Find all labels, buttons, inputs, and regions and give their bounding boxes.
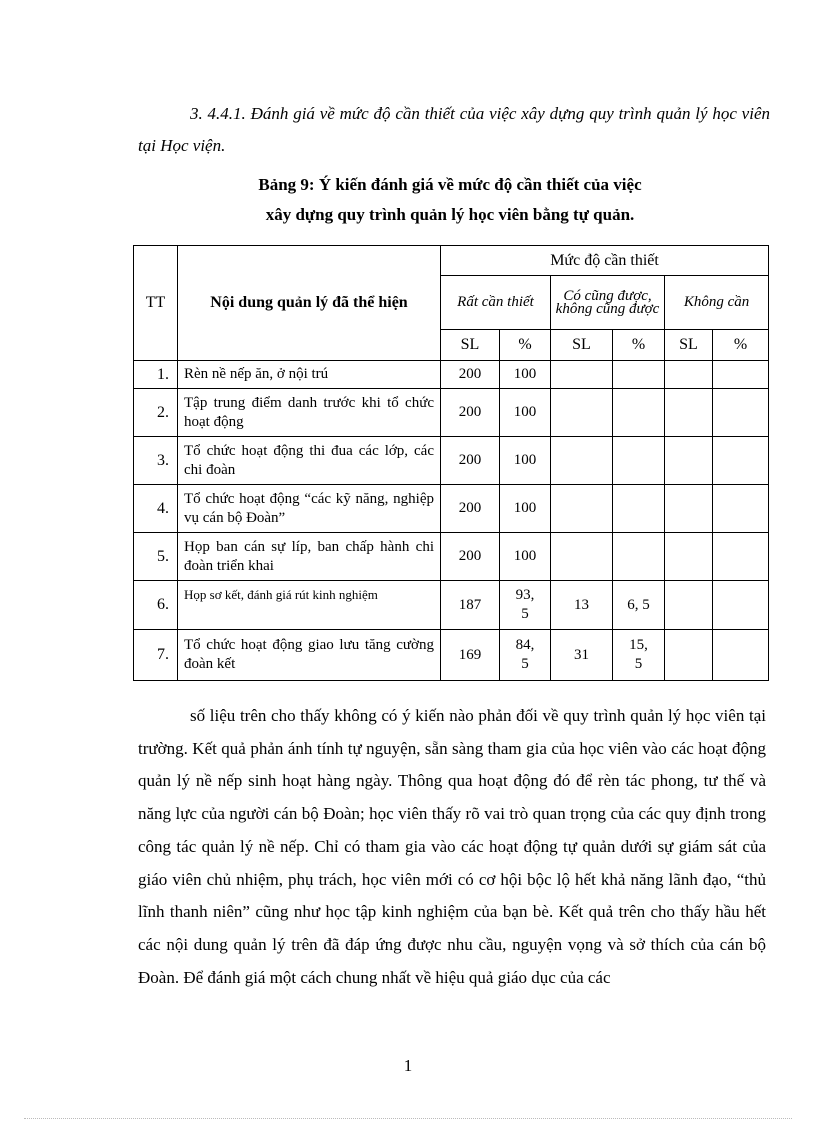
- table-row: [134, 361, 769, 389]
- header-level-group: Mức độ cần thiết: [441, 246, 769, 276]
- cell-value: [613, 389, 665, 437]
- row-number: 4.: [134, 485, 178, 533]
- row-number: 7.: [134, 630, 178, 681]
- row-number: 2.: [134, 389, 178, 437]
- cell-value: 100: [500, 361, 551, 389]
- cell-value: 200: [441, 485, 500, 533]
- cell-value: 200: [441, 533, 500, 581]
- table-row: [134, 581, 769, 630]
- cell-value: [551, 361, 613, 389]
- table-row: [134, 437, 769, 485]
- cell-value: [713, 485, 769, 533]
- cell-value: [551, 389, 613, 437]
- header-level-very-necessary: Rất cần thiết: [441, 276, 551, 330]
- header-pct: %: [500, 330, 551, 361]
- cell-value: [713, 437, 769, 485]
- header-level-unnecessary: Không cần: [665, 276, 769, 330]
- cell-value: 169: [441, 630, 500, 681]
- cell-value: 13: [551, 581, 613, 630]
- cell-value: [551, 533, 613, 581]
- cell-value: 6, 5: [613, 581, 665, 630]
- cell-value: [713, 389, 769, 437]
- cell-value: [613, 361, 665, 389]
- header-tt: TT: [134, 246, 178, 361]
- header-pct: %: [613, 330, 665, 361]
- cell-value: [551, 485, 613, 533]
- row-content: Tổ chức hoạt động giao lưu tăng cường đoàn kết: [178, 630, 441, 681]
- survey-table: [133, 245, 769, 681]
- cell-value: 200: [441, 389, 500, 437]
- row-number: 3.: [134, 437, 178, 485]
- row-content: Rèn nề nếp ăn, ở nội trú: [178, 361, 441, 389]
- page-number: 1: [403, 1056, 413, 1075]
- cell-value: [665, 533, 713, 581]
- table-row: [134, 389, 769, 437]
- cell-value: 100: [500, 437, 551, 485]
- table-title-line-2: xây dựng quy trình quản lý học viên bằng tự quản.: [265, 205, 635, 224]
- header-sl: SL: [441, 330, 500, 361]
- table-row: [134, 485, 769, 533]
- cell-value: [665, 485, 713, 533]
- body-paragraph: số liệu trên cho thấy không có ý kiến nào phản đối về quy trình quản lý học viên tại trường. Kết quả phản ánh tính tự nguyện, sẵn sàng tham gia của học viên vào các hoạt động quản lý nề nếp sinh hoạt hàng ngày. Thông qua hoạt động đó để rèn tác phong, tư thế và năng lực của người cán bộ Đoàn; học viên thấy rõ vai trò quan trọng của các quy định trong công tác quản lý nề nếp. Chỉ có tham gia vào các hoạt động tự quản dưới sự giám sát của giáo viên chủ nhiệm, phụ trách, học viên mới có cơ hội bộc lộ hết khả năng lãnh đạo, “thủ lĩnh thanh niên” cũng như học tập kinh nghiệm của bạn bè. Kết quả trên cho thấy hầu hết các nội dung quản lý trên đã đáp ứng được nhu cầu, nguyện vọng và sở thích của cán bộ Đoàn. Để đánh giá một cách chung nhất về hiệu quả giáo dục của các: [138, 706, 766, 987]
- cell-value: 93, 5: [500, 581, 551, 630]
- row-number: 5.: [134, 533, 178, 581]
- row-content: Tập trung điểm danh trước khi tổ chức hoạt động: [178, 389, 441, 437]
- cell-value: [713, 361, 769, 389]
- row-content: Tổ chức hoạt động “các kỹ năng, nghiệp vụ cán bộ Đoàn”: [178, 485, 441, 533]
- header-content: Nội dung quản lý đã thể hiện: [178, 246, 441, 361]
- cell-value: [713, 581, 769, 630]
- cell-value: [665, 437, 713, 485]
- header-level-optional: Có cũng được, không cũng được: [551, 276, 665, 330]
- table-row: [134, 533, 769, 581]
- header-pct: %: [713, 330, 769, 361]
- cell-value: 100: [500, 485, 551, 533]
- cell-value: 200: [441, 437, 500, 485]
- cell-value: 100: [500, 533, 551, 581]
- cell-value: [551, 437, 613, 485]
- header-sl: SL: [551, 330, 613, 361]
- cell-value: [713, 630, 769, 681]
- cell-value: [665, 389, 713, 437]
- cell-value: 100: [500, 389, 551, 437]
- row-content: Họp sơ kết, đánh giá rút kinh nghiệm: [178, 581, 441, 630]
- row-content: Tổ chức hoạt động thi đua các lớp, các chi đoàn: [178, 437, 441, 485]
- table-header-row: [134, 246, 769, 276]
- cell-value: [613, 437, 665, 485]
- cell-value: 31: [551, 630, 613, 681]
- table-title-line-1: Bảng 9: Ý kiến đánh giá về mức độ cần thiết của việc: [258, 175, 642, 194]
- cell-value: [713, 533, 769, 581]
- table-row: [134, 630, 769, 681]
- cell-value: [665, 581, 713, 630]
- cell-value: [665, 630, 713, 681]
- cell-value: 84, 5: [500, 630, 551, 681]
- cell-value: [613, 533, 665, 581]
- row-number: 6.: [134, 581, 178, 630]
- cell-value: 187: [441, 581, 500, 630]
- header-sl: SL: [665, 330, 713, 361]
- cell-value: [665, 361, 713, 389]
- section-heading: 3. 4.4.1. Đánh giá về mức độ cần thiết của việc xây dựng quy trình quản lý học viên tại Học viện.: [138, 104, 770, 155]
- row-content: Họp ban cán sự líp, ban chấp hành chi đoàn triển khai: [178, 533, 441, 581]
- row-number: 1.: [134, 361, 178, 389]
- page-footer-divider: [24, 1118, 792, 1119]
- cell-value: 200: [441, 361, 500, 389]
- cell-value: 15, 5: [613, 630, 665, 681]
- cell-value: [613, 485, 665, 533]
